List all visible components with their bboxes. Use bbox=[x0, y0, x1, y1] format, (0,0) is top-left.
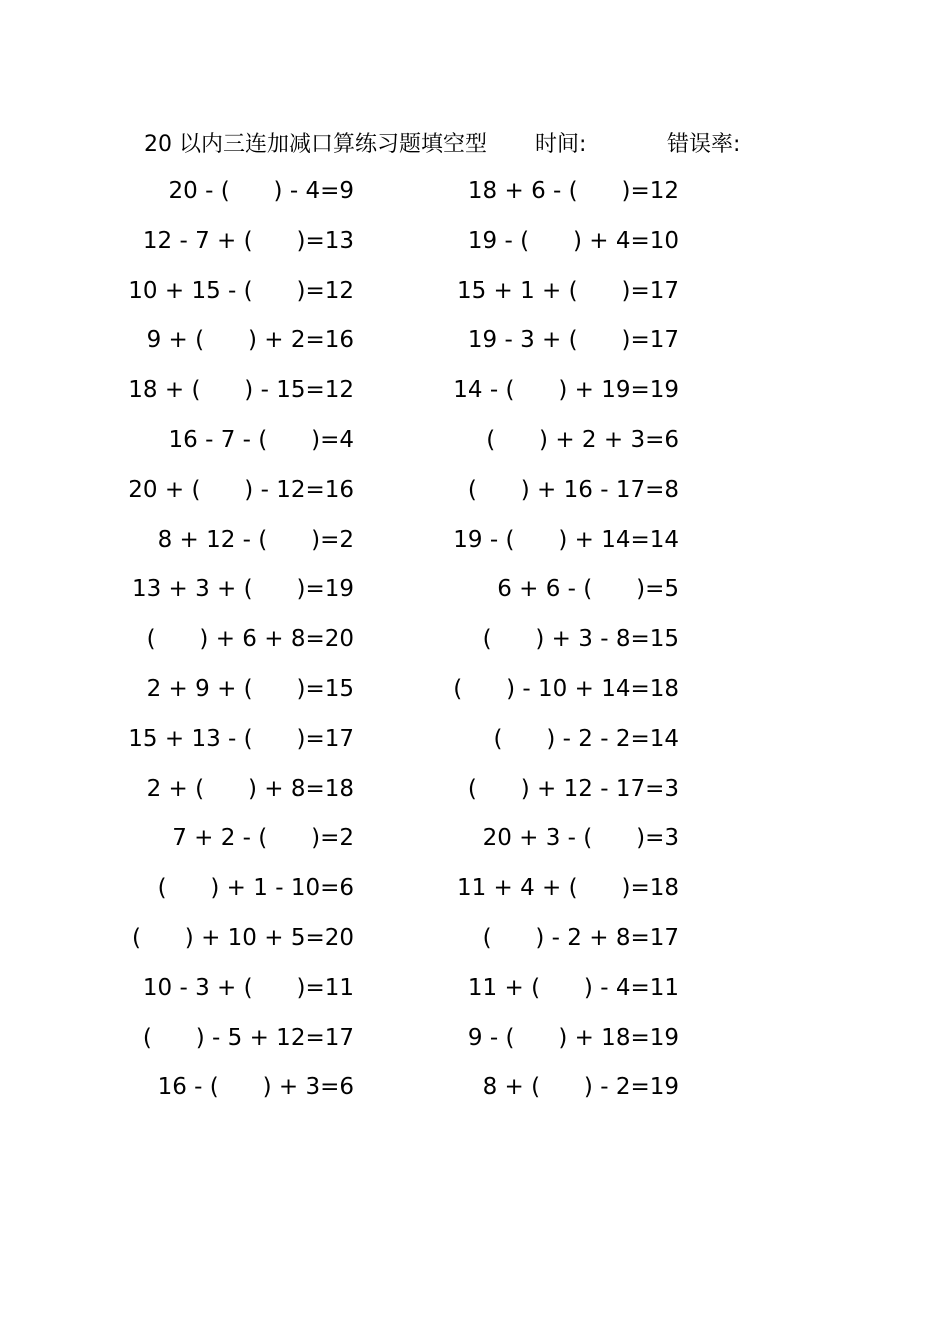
problem-left: ( ) + 10 + 5=20 bbox=[131, 924, 354, 951]
problem-left: 9 + ( ) + 2=16 bbox=[146, 327, 354, 354]
problem-row bbox=[0, 970, 950, 1020]
worksheet-header bbox=[0, 127, 950, 159]
worksheet-title: 20 以内三连加减口算练习题填空型 bbox=[144, 132, 487, 157]
problem-left: 10 - 3 + ( )=11 bbox=[142, 974, 354, 1001]
problem-left: 18 + ( ) - 15=12 bbox=[128, 377, 354, 404]
problem-left: 13 + 3 + ( )=19 bbox=[131, 576, 354, 603]
problem-right: 19 - ( ) + 4=10 bbox=[467, 227, 679, 254]
problem-left: 8 + 12 - ( )=2 bbox=[157, 526, 354, 553]
problem-row bbox=[0, 173, 950, 223]
problem-row bbox=[0, 273, 950, 323]
problem-right: 11 + 4 + ( )=18 bbox=[456, 875, 679, 902]
problem-left: 20 + ( ) - 12=16 bbox=[128, 476, 354, 503]
problem-right: 11 + ( ) - 4=11 bbox=[467, 974, 679, 1001]
problem-row bbox=[0, 820, 950, 870]
problem-right: 6 + 6 - ( )=5 bbox=[497, 576, 679, 603]
problem-left: 2 + ( ) + 8=18 bbox=[146, 775, 354, 802]
problem-left: 2 + 9 + ( )=15 bbox=[146, 675, 354, 702]
problem-right: 14 - ( ) + 19=19 bbox=[453, 377, 679, 404]
problem-right: ( ) - 2 - 2=14 bbox=[493, 725, 679, 752]
problem-right: 15 + 1 + ( )=17 bbox=[456, 277, 679, 304]
problem-row bbox=[0, 322, 950, 372]
problem-right: ( ) - 2 + 8=17 bbox=[482, 924, 679, 951]
problem-left: 20 - ( ) - 4=9 bbox=[168, 178, 354, 204]
problem-row bbox=[0, 472, 950, 522]
problem-row bbox=[0, 372, 950, 422]
problem-left: 16 - ( ) + 3=6 bbox=[157, 1074, 354, 1101]
problem-left: 16 - 7 - ( )=4 bbox=[168, 426, 354, 453]
problem-right: 8 + ( ) - 2=19 bbox=[482, 1074, 679, 1101]
problem-left: 10 + 15 - ( )=12 bbox=[128, 277, 354, 304]
problem-row bbox=[0, 771, 950, 821]
problem-right: ( ) + 3 - 8=15 bbox=[482, 626, 679, 653]
problem-left: ( ) + 6 + 8=20 bbox=[146, 626, 354, 653]
time-label: 时间: bbox=[535, 132, 587, 157]
problem-grid bbox=[0, 173, 950, 1119]
problem-row bbox=[0, 1020, 950, 1070]
problem-row bbox=[0, 422, 950, 472]
problem-left: ( ) - 5 + 12=17 bbox=[142, 1024, 354, 1051]
problem-right: ( ) + 2 + 3=6 bbox=[486, 426, 679, 453]
error-rate-label: 错误率: bbox=[667, 132, 741, 157]
problem-row bbox=[0, 721, 950, 771]
problem-right: 20 + 3 - ( )=3 bbox=[482, 825, 679, 852]
problem-left: 15 + 13 - ( )=17 bbox=[128, 725, 354, 752]
problem-row bbox=[0, 870, 950, 920]
problem-left: 7 + 2 - ( )=2 bbox=[172, 825, 354, 852]
problem-left: 12 - 7 + ( )=13 bbox=[142, 227, 354, 254]
problem-row bbox=[0, 621, 950, 671]
problem-left: ( ) + 1 - 10=6 bbox=[157, 875, 354, 902]
problem-right: ( ) - 10 + 14=18 bbox=[453, 675, 679, 702]
problem-right: 19 - ( ) + 14=14 bbox=[453, 526, 679, 553]
problem-row bbox=[0, 1069, 950, 1119]
problem-right: ( ) + 12 - 17=3 bbox=[467, 775, 679, 802]
problem-right: 19 - 3 + ( )=17 bbox=[467, 327, 679, 354]
problem-row bbox=[0, 522, 950, 572]
problem-right: 18 + 6 - ( )=12 bbox=[467, 178, 679, 204]
problem-row bbox=[0, 571, 950, 621]
problem-row bbox=[0, 671, 950, 721]
problem-row bbox=[0, 223, 950, 273]
problem-right: ( ) + 16 - 17=8 bbox=[467, 476, 679, 503]
problem-right: 9 - ( ) + 18=19 bbox=[467, 1024, 679, 1051]
problem-row bbox=[0, 920, 950, 970]
